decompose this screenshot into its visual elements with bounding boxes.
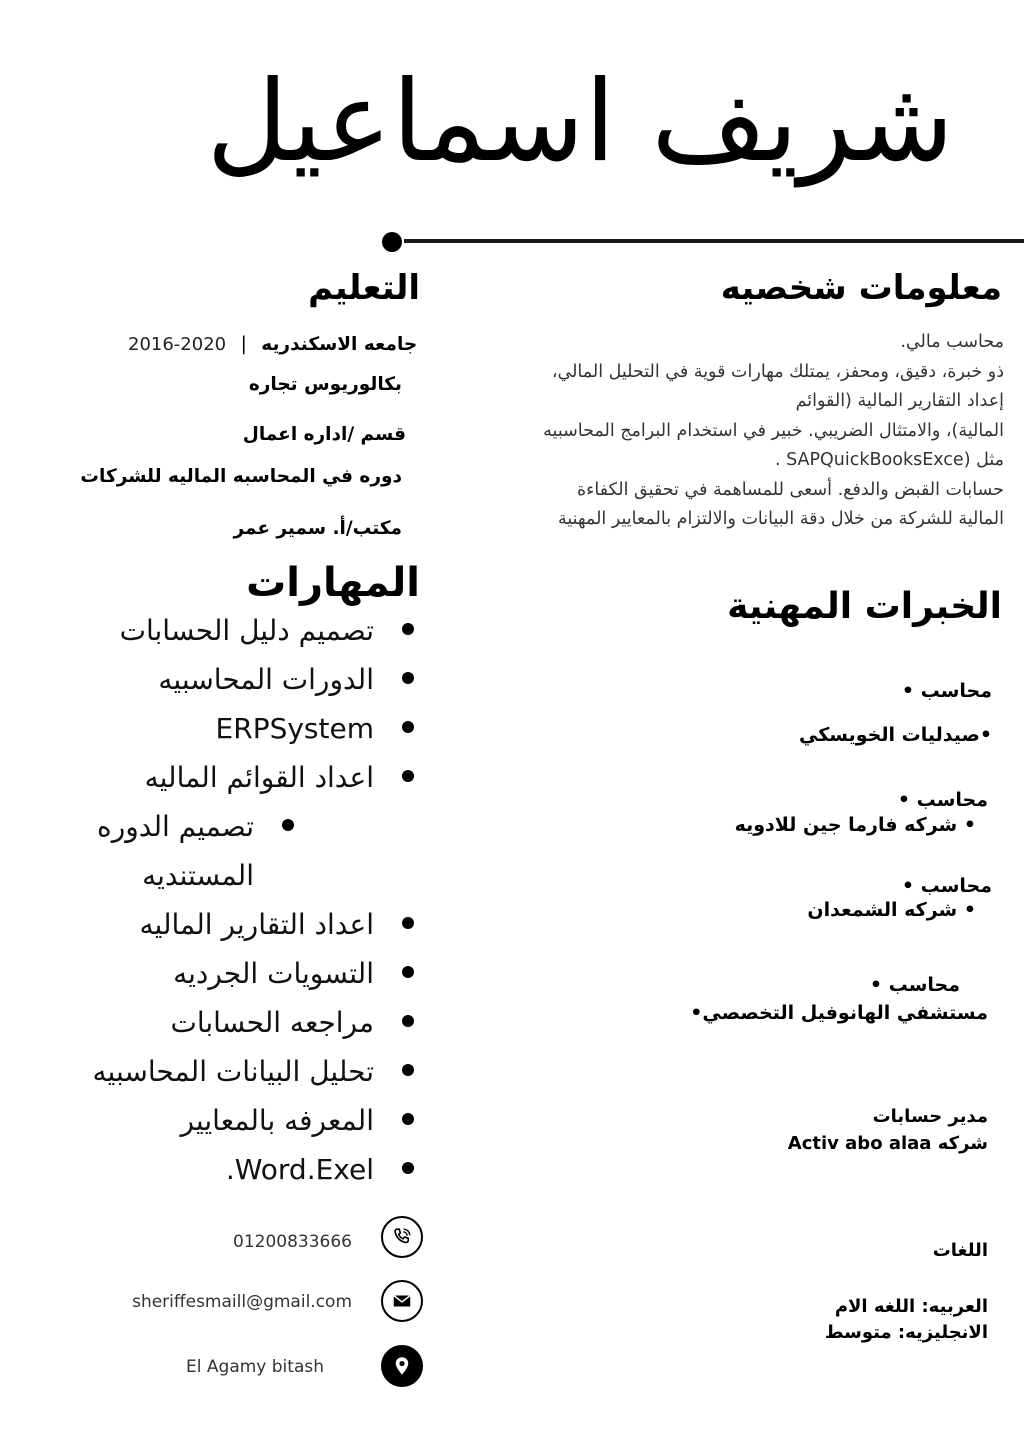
skill-item: Word.Exel. [24,1145,424,1194]
person-name: شريف اسماعيل [206,57,954,187]
education-course: دوره في المحاسبه الماليه للشركات [80,466,402,487]
education-office: مكتب/أ. سمير عمر [233,518,402,539]
contact-phone: 01200833666 [233,1232,352,1252]
contact-address: El Agamy bitash [186,1357,324,1377]
skill-item: اعداد التقارير الماليه [24,900,424,949]
experience-item-title: محاسب • [869,974,960,996]
experience-item-title: محاسب • [897,789,988,811]
envelope-icon [381,1280,423,1322]
skill-item: التسويات الجرديه [24,949,424,998]
skill-item: تصميم دليل الحسابات [24,606,424,655]
contact-email: sheriffesmaill@gmail.com [132,1292,352,1312]
experience-item-title: محاسب • [901,875,992,897]
bullet-icon [282,819,294,831]
education-heading: التعليم [308,268,420,308]
education-university: جامعه الاسكندريه [261,334,418,355]
skill-item: تحليل البيانات المحاسبيه [24,1047,424,1096]
experience-item-title: مدير حسابات [872,1106,988,1127]
header-divider-dot [382,232,402,252]
bullet-icon [402,1064,414,1076]
languages-heading: اللغات [932,1240,988,1261]
skill-item: اعداد القوائم الماليه [24,753,424,802]
phone-icon [381,1216,423,1258]
education-department: قسم /اداره اعمال [242,424,406,445]
education-years: 2016-2020 [128,334,227,355]
bullet-icon [402,672,414,684]
bullet-icon [402,966,414,978]
profile-heading: معلومات شخصيه [720,268,1002,308]
experience-item-company: مستشفي الهانوفيل التخصصي• [690,1002,988,1024]
location-pin-icon [381,1345,423,1387]
experience-item-company: • شركه الشمعدان [807,899,976,921]
skill-item: مراجعه الحسابات [24,998,424,1047]
bullet-icon [402,1015,414,1027]
experience-item-title: محاسب • [901,680,992,702]
experience-item-company: شركه Activ abo alaa [787,1133,988,1154]
profile-summary: محاسب مالي. ذو خبرة، دقيق، ومحفز، يمتلك مهارات قوية في التحليل المالي، إعداد التقارير المالية (القوائم المالية)، والامتثال الضريبي. خبير في استخدام البرامج المحاسبيه مثل (SAPQuickBooksExce . حسابات القبض والدفع. أسعى للمساهمة في تحقيق الكفاءة المالية للشركة من خلال دقة البيانات والالتزام بالمعايير المهنية [543,332,1004,529]
skill-item: الدورات المحاسبيه [24,655,424,704]
bullet-icon [402,1162,414,1174]
language-item: العربيه: اللغه الام [834,1296,988,1317]
bullet-icon [402,917,414,929]
bullet-icon [402,623,414,635]
skill-item: تصميم الدوره المستنديه [24,802,304,900]
skills-list [24,606,424,1194]
education-university-row [128,334,418,355]
skill-item: المعرفه بالمعايير [24,1096,424,1145]
experience-item-company: • شركه فارما جين للادويه [734,814,976,836]
bullet-icon [402,770,414,782]
skills-heading: المهارات [246,560,420,606]
education-separator: | [240,334,247,355]
experience-item-company: •صيدليات الخويسكي [799,724,992,746]
education-degree: بكالوريوس تجاره [248,374,402,395]
experience-heading: الخبرات المهنية [727,586,1002,627]
language-item: الانجليزيه: متوسط [824,1322,988,1343]
header-divider-line [404,239,1024,243]
skill-item: ERPSystem [24,704,424,753]
bullet-icon [402,721,414,733]
bullet-icon [402,1113,414,1125]
